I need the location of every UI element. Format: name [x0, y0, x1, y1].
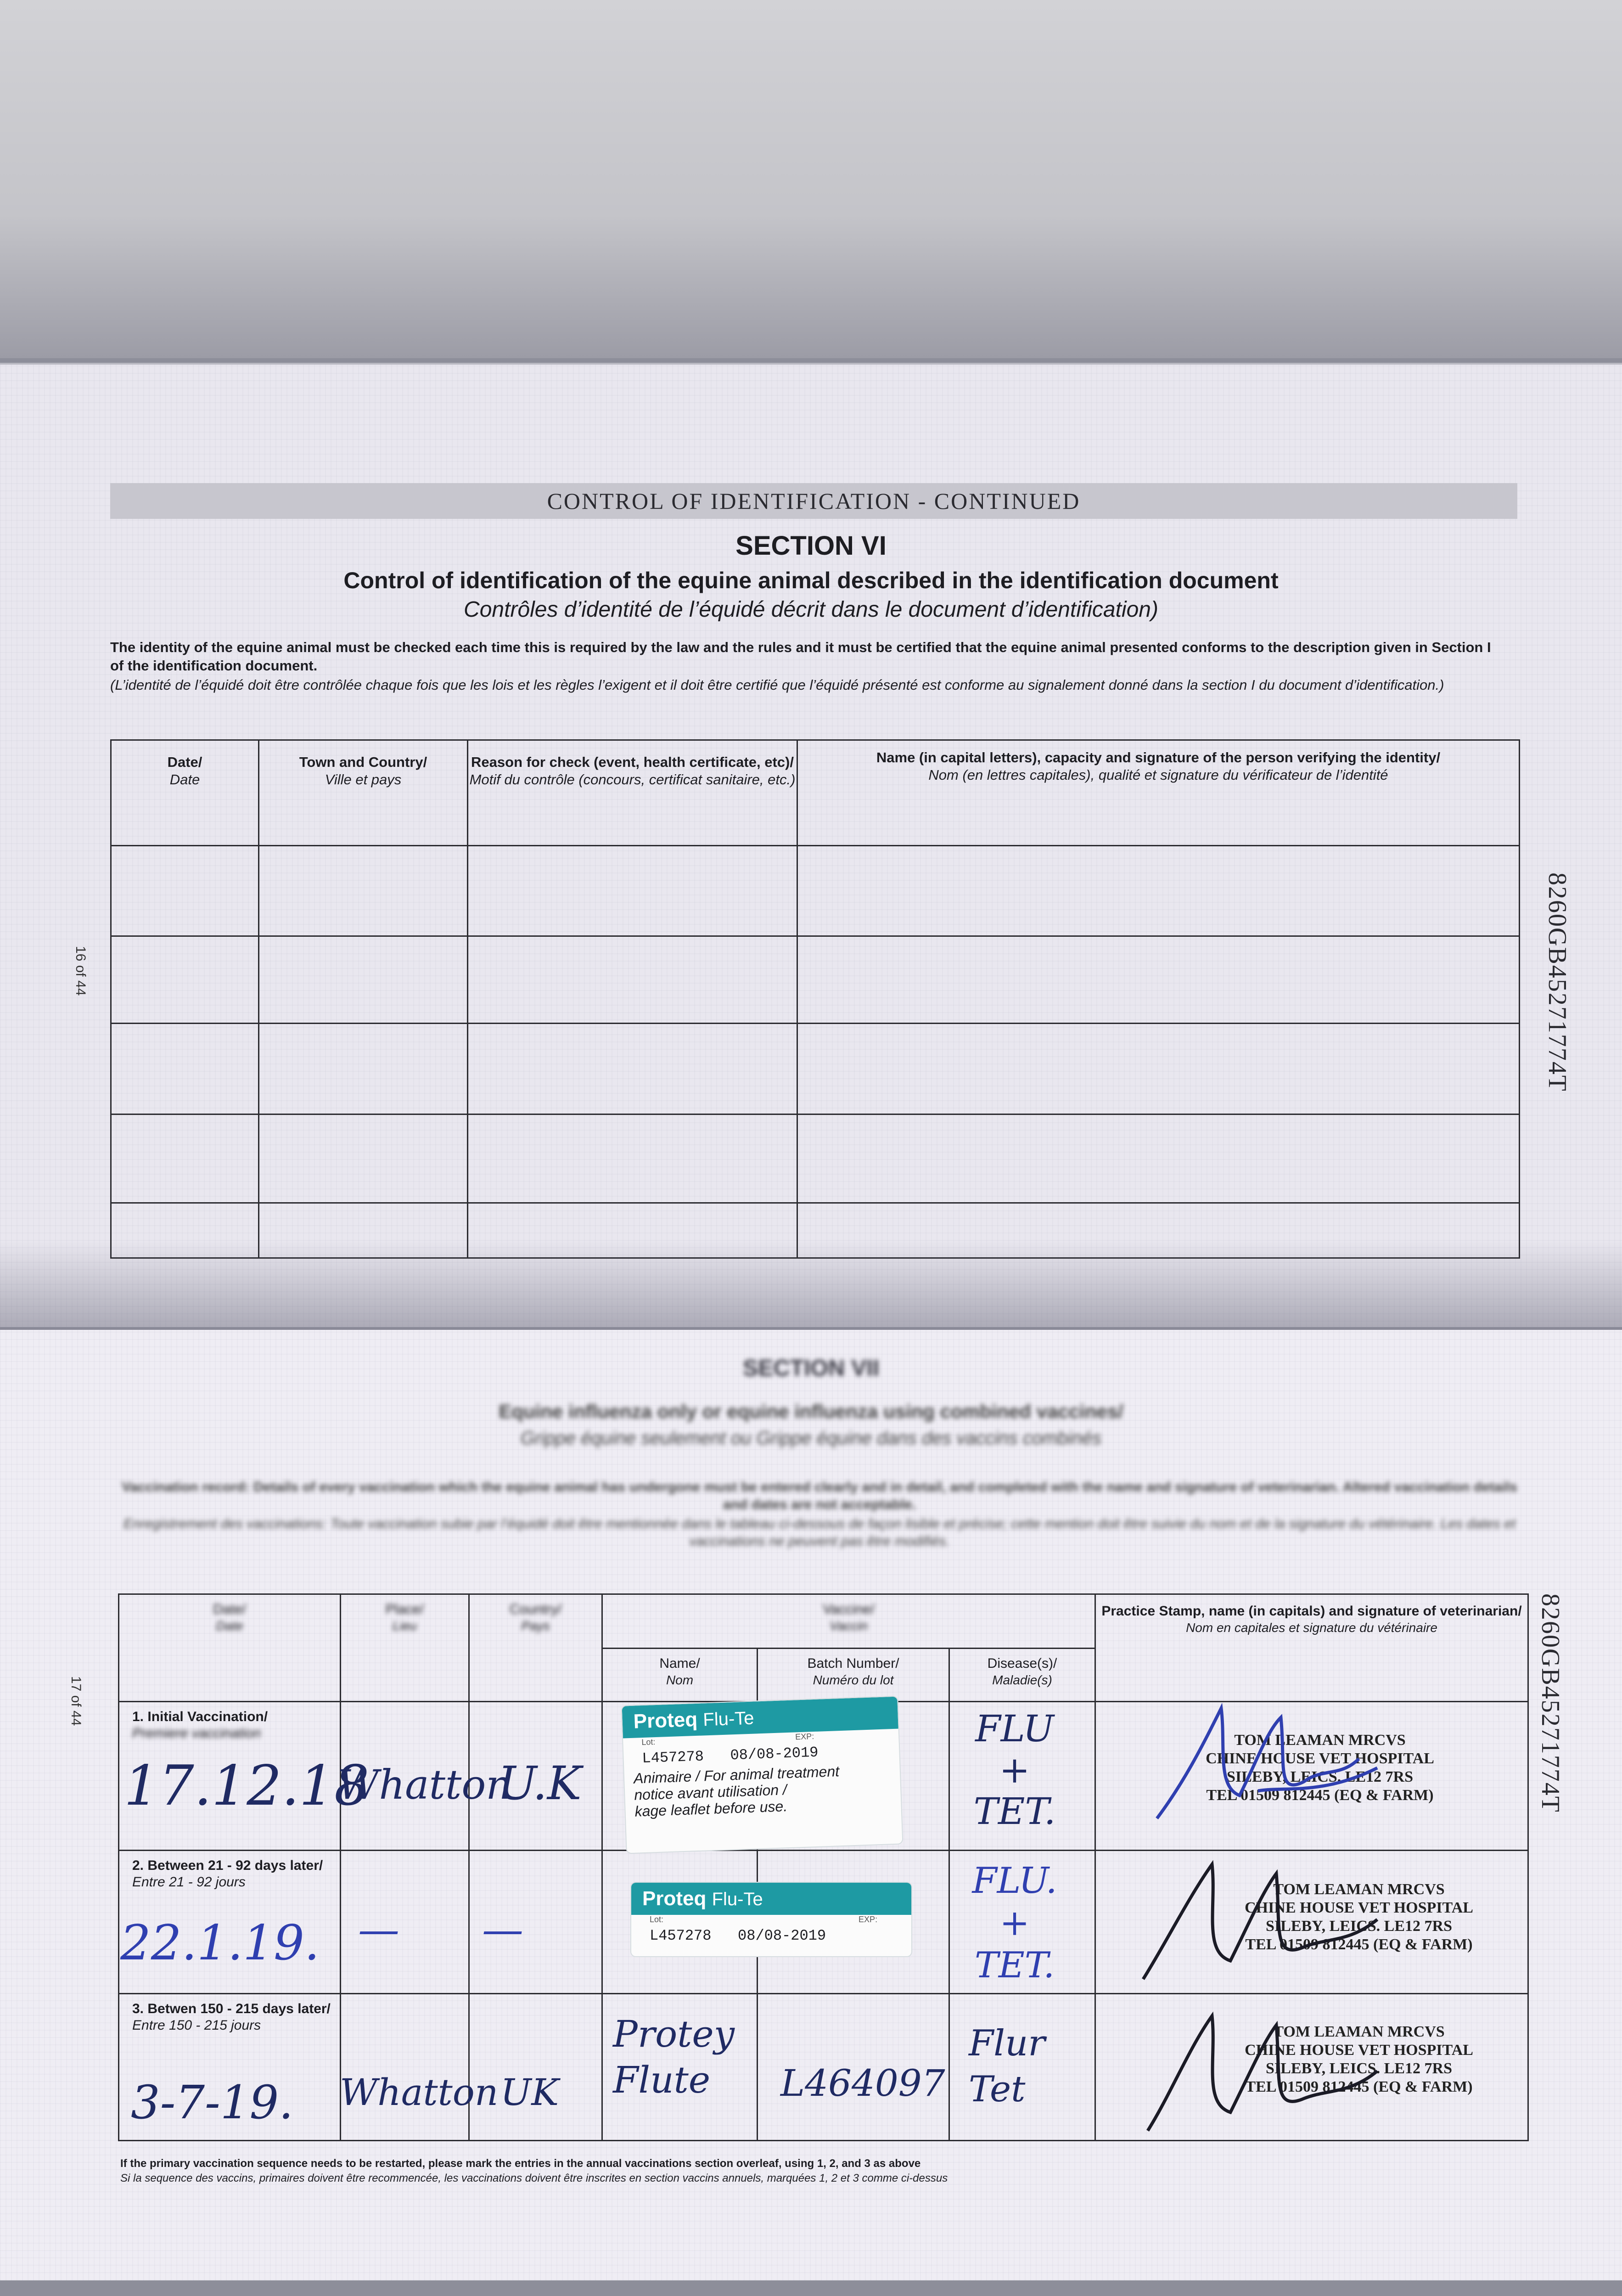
- handwritten-date: 17.12.18: [124, 1754, 370, 1818]
- handwritten-country: U.K: [498, 1756, 582, 1810]
- handwritten-disease: FLU + TET.: [973, 1707, 1056, 1833]
- section-title: SECTION VII: [742, 1355, 880, 1381]
- handwritten-place: Whatton: [337, 1761, 512, 1808]
- header-town-country: Town and Country/ Ville et pays: [259, 740, 468, 846]
- handwritten-country: UK: [500, 2071, 559, 2114]
- handwritten-place: Whatton: [340, 2071, 499, 2114]
- subtitle-en: Equine influenza only or equine influenza using combined vaccines/: [499, 1401, 1123, 1422]
- instruction-fr: (L’identité de l’équidé doit être contrôlée chaque fois que les lois et les règles l’exigent et il doit être certifié que l’équidé présenté est conforme au signalement donné dans la section I du document d’identification.): [110, 677, 1444, 693]
- instruction-en: The identity of the equine animal must be checked each time this is required by the law and the rules and it must be certified that the equine animal presented conforms to the description given in Section I of the identification document.: [110, 639, 1491, 674]
- page-number: 16 of 44: [73, 946, 88, 996]
- handwritten-disease: FLU. + TET.: [972, 1860, 1057, 1986]
- sticker-brand: Proteq Flu-Te: [631, 1883, 911, 1915]
- header-reason: Reason for check (event, health certificate, etc)/ Motif du contrôle (concours, certificat sanitaire, etc.): [468, 740, 797, 846]
- table-row: [111, 1203, 1520, 1258]
- passport-number: 8260GB45271774T: [1536, 1593, 1565, 1813]
- header-date: Date/ Date: [119, 1594, 341, 1702]
- header-date: Date/ Date: [111, 740, 259, 846]
- header-vaccine: Vaccine/ Vaccin: [602, 1594, 1095, 1649]
- vet-practice-stamp: TOM LEAMAN MRCVS CHINE HOUSE VET HOSPITAL SILEBY, LEICS. LE12 7RS TEL 01509 812445 (EQ & FARM): [1206, 1732, 1434, 1804]
- vaccine-label-sticker: Proteq Flu-Te Lot: EXP: L457278 08/08-2019 Animaire / For animal treatment notice avant utilisation / kage leaflet before use.: [622, 1697, 903, 1853]
- sticker-lot: L457278: [641, 1748, 704, 1767]
- vaccine-label-sticker: Proteq Flu-Te Lot: EXP: L457278 08/08-2019: [631, 1883, 911, 1956]
- handwritten-disease: Flur Tet: [969, 2023, 1045, 2110]
- footnote-en: If the primary vaccination sequence needs to be restarted, please mark the entries in the annual vaccinations section overleaf, using 1, 2, and 3 as above: [120, 2157, 921, 2170]
- row-label: 1. Initial Vaccination/ Premiere vaccination: [119, 1702, 341, 1851]
- header-country: Country/ Pays: [469, 1594, 602, 1702]
- table-header-row: [111, 740, 1520, 846]
- subtitle-fr: Grippe équine seulement ou Grippe équine dans des vaccins combinés: [520, 1428, 1102, 1448]
- vet-signature: [1134, 2002, 1391, 2140]
- handwritten-country: —: [482, 1906, 523, 1954]
- footnote-fr: Si la sequence des vaccins, primaires doivent être recommencée, les vaccinations doivent être inscrites en section vaccins annuels, marquées 1, 2 et 3 comme ci-dessus: [120, 2172, 948, 2184]
- sticker-exp: 08/08-2019: [730, 1744, 819, 1764]
- handwritten-vaccine-name: Protey Flute: [613, 2013, 735, 2101]
- sticker-exp: 08/08-2019: [738, 1927, 826, 1944]
- passport-number: 8260GB45271774T: [1543, 872, 1571, 1092]
- row-label: 3. Betwen 150 - 215 days later/ Entre 150 - 215 jours: [119, 1994, 341, 2141]
- identity-check-table: [110, 739, 1520, 1259]
- vet-signature: [1148, 1690, 1386, 1837]
- table-header-row: [119, 1594, 1528, 1649]
- instruction-fr: Enregistrement des vaccinations: Toute vaccination subie par l’équidé doit être mentionnée dans le tableau ci-dessous de façon lisible et précise; cette mention doit être suivie du nom et de la signature du vétérinaire. Les dates et vaccinations ne peuvent pas être modifiés.: [123, 1516, 1516, 1549]
- page-number: 17 of 44: [68, 1676, 84, 1726]
- section-title: SECTION VI: [735, 531, 887, 561]
- subtitle-en: Control of identification of the equine animal described in the identification document: [343, 568, 1279, 593]
- handwritten-batch-number: L464097: [780, 2062, 945, 2105]
- row-label: 2. Between 21 - 92 days later/ Entre 21 - 92 jours: [119, 1851, 341, 1994]
- vet-practice-stamp: TOM LEAMAN MRCVS CHINE HOUSE VET HOSPITAL SILEBY, LEICS. LE12 7RS TEL 01509 812445 (EQ & FARM): [1245, 2023, 1473, 2095]
- header-place: Place/ Lieu: [341, 1594, 469, 1702]
- table-row: [111, 846, 1520, 936]
- table-row: [111, 936, 1520, 1024]
- handwritten-place: —: [358, 1906, 399, 1954]
- vet-signature: [1134, 1851, 1391, 1988]
- header-disease: Disease(s)/ Maladie(s): [949, 1649, 1095, 1702]
- vet-practice-stamp: TOM LEAMAN MRCVS CHINE HOUSE VET HOSPITAL SILEBY, LEICS. LE12 7RS TEL 01509 812445 (EQ & FARM): [1245, 1881, 1473, 1953]
- header-vaccine-name: Name/ Nom: [602, 1649, 758, 1702]
- table-row: [111, 1024, 1520, 1114]
- instruction-en: Vaccination record: Details of every vaccination which the equine animal has undergone must be entered clearly and in detail, and completed with the name and signature of veterinarian. Altered vaccination details and dates are not acceptable.: [122, 1480, 1517, 1512]
- sticker-brand: Proteq Flu-Te: [622, 1697, 898, 1739]
- table-row: [111, 1114, 1520, 1203]
- header-name-signature: Name (in capital letters), capacity and signature of the person verifying the identity/ Nom (en lettres capitales), qualité et signature du vérificateur de l’identité: [797, 740, 1520, 846]
- header-batch-number: Batch Number/ Numéro du lot: [758, 1649, 949, 1702]
- handwritten-date: 22.1.19.: [120, 1915, 320, 1971]
- background-surface: [0, 0, 1622, 358]
- page-banner: CONTROL OF IDENTIFICATION - CONTINUED: [110, 483, 1517, 519]
- handwritten-date: 3-7-19.: [131, 2076, 293, 2129]
- sticker-lot: L457278: [650, 1927, 712, 1944]
- header-practice-stamp: Practice Stamp, name (in capitals) and signature of veterinarian/ Nom en capitales et signature du vétérinaire: [1095, 1594, 1528, 1702]
- subtitle-fr: Contrôles d’identité de l’équidé décrit dans le document d’identification): [464, 597, 1158, 622]
